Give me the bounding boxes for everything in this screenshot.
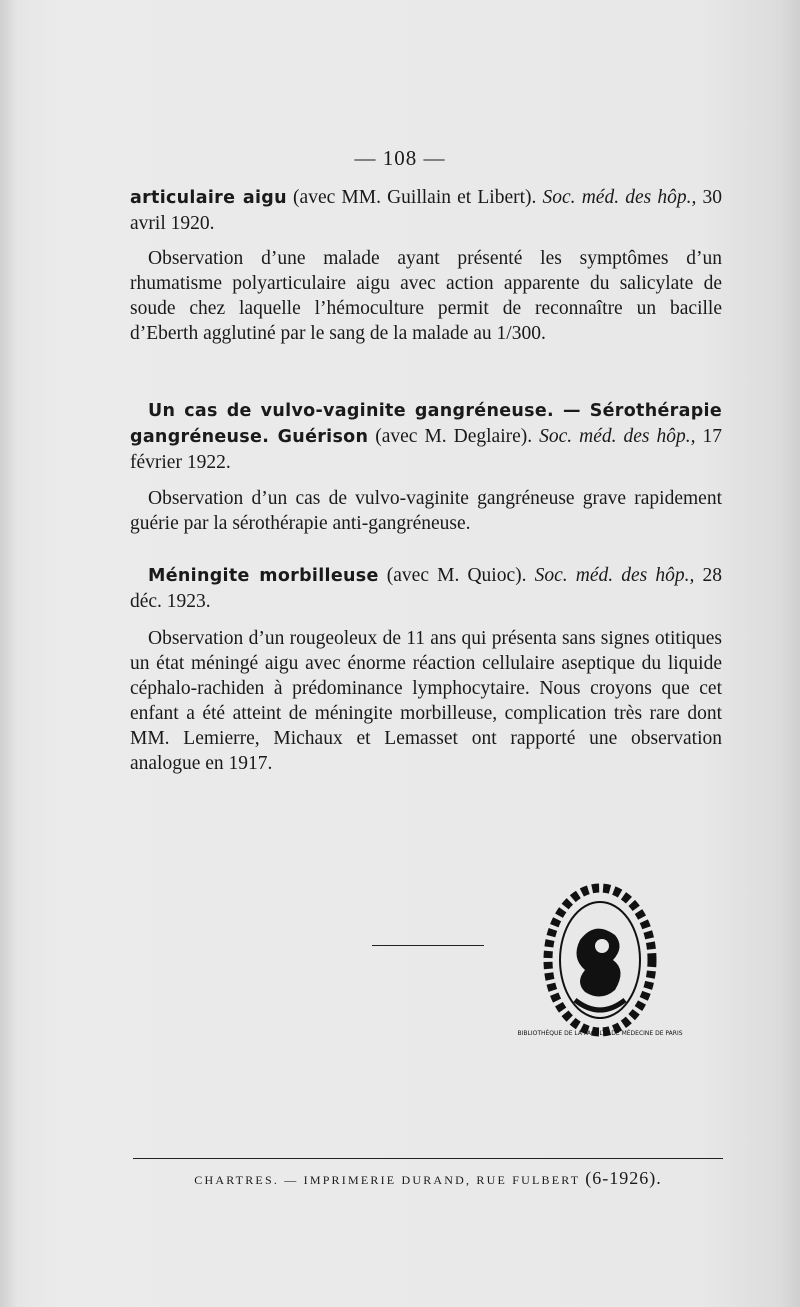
- entry-date: 17 février 1922.: [130, 426, 723, 473]
- entry-date: 30 avril 1920.: [130, 187, 723, 234]
- entry-1-citation: [130, 185, 722, 236]
- observation-text: Observation d’une malade ayant présenté les symptômes d’un rhumatisme polyarticulaire aigu avec action apparente du salicylate de soude chez laquelle l’hémoculture permit de reconnaître un bacille d’Eberth agglutiné par le sang de la malade au 1/300.: [130, 248, 722, 344]
- entry-source: Soc. méd. des hôp.,: [539, 426, 696, 447]
- entry-3-citation: [130, 563, 722, 614]
- entry-2-citation: [130, 398, 722, 475]
- entry-title: Un cas de vulvo-vaginite gangréneuse. — Sérothérapie gangréneuse. Guérison: [130, 401, 722, 447]
- entry-authors: (avec M. Deglaire).: [368, 426, 540, 447]
- entry-1-observation: [130, 246, 722, 346]
- entry-source: Soc. méd. des hôp.,: [534, 565, 695, 586]
- entry-authors: (avec M. Quioc).: [378, 565, 535, 586]
- stamp-text: BIBLIOTHÈQUE DE LA FACULTÉ DE MÉDECINE DE PARIS: [517, 1030, 683, 1037]
- library-stamp: [517, 880, 683, 1040]
- page-number: — 108 —: [354, 146, 446, 170]
- section-divider: [372, 945, 484, 946]
- entry-source: Soc. méd. des hôp.,: [542, 187, 697, 208]
- footer-divider: [133, 1158, 723, 1159]
- entry-3-observation: [130, 626, 722, 776]
- observation-text: Observation d’un cas de vulvo-vaginite gangréneuse grave rapidement guérie par la sérothérapie anti-gangréneuse.: [130, 488, 722, 534]
- entry-title: articulaire aigu: [130, 188, 287, 208]
- entry-2-observation: [130, 486, 722, 536]
- printer-imprint: [133, 1168, 723, 1189]
- observation-text: Observation d’un rougeoleux de 11 ans qui présenta sans signes otitiques un état méningé aigu avec énorme réaction cellulaire aseptique du liquide céphalo-rachiden à prédominance lymphocytaire. Nous croyons que cet enfant a été atteint de méningite morbilleuse, complication très rare dont MM. Lemierre, Michaux et Lemasset ont rapporté une observation analogue en 1917.: [130, 628, 722, 774]
- entry-title: Méningite morbilleuse: [148, 566, 379, 586]
- entry-date: 28 déc. 1923.: [130, 565, 723, 612]
- printer-name: CHARTRES. — IMPRIMERIE DURAND, RUE FULBERT: [194, 1173, 581, 1187]
- print-date: (6-1926).: [585, 1168, 662, 1188]
- entry-authors: (avec MM. Guillain et Libert).: [286, 187, 543, 208]
